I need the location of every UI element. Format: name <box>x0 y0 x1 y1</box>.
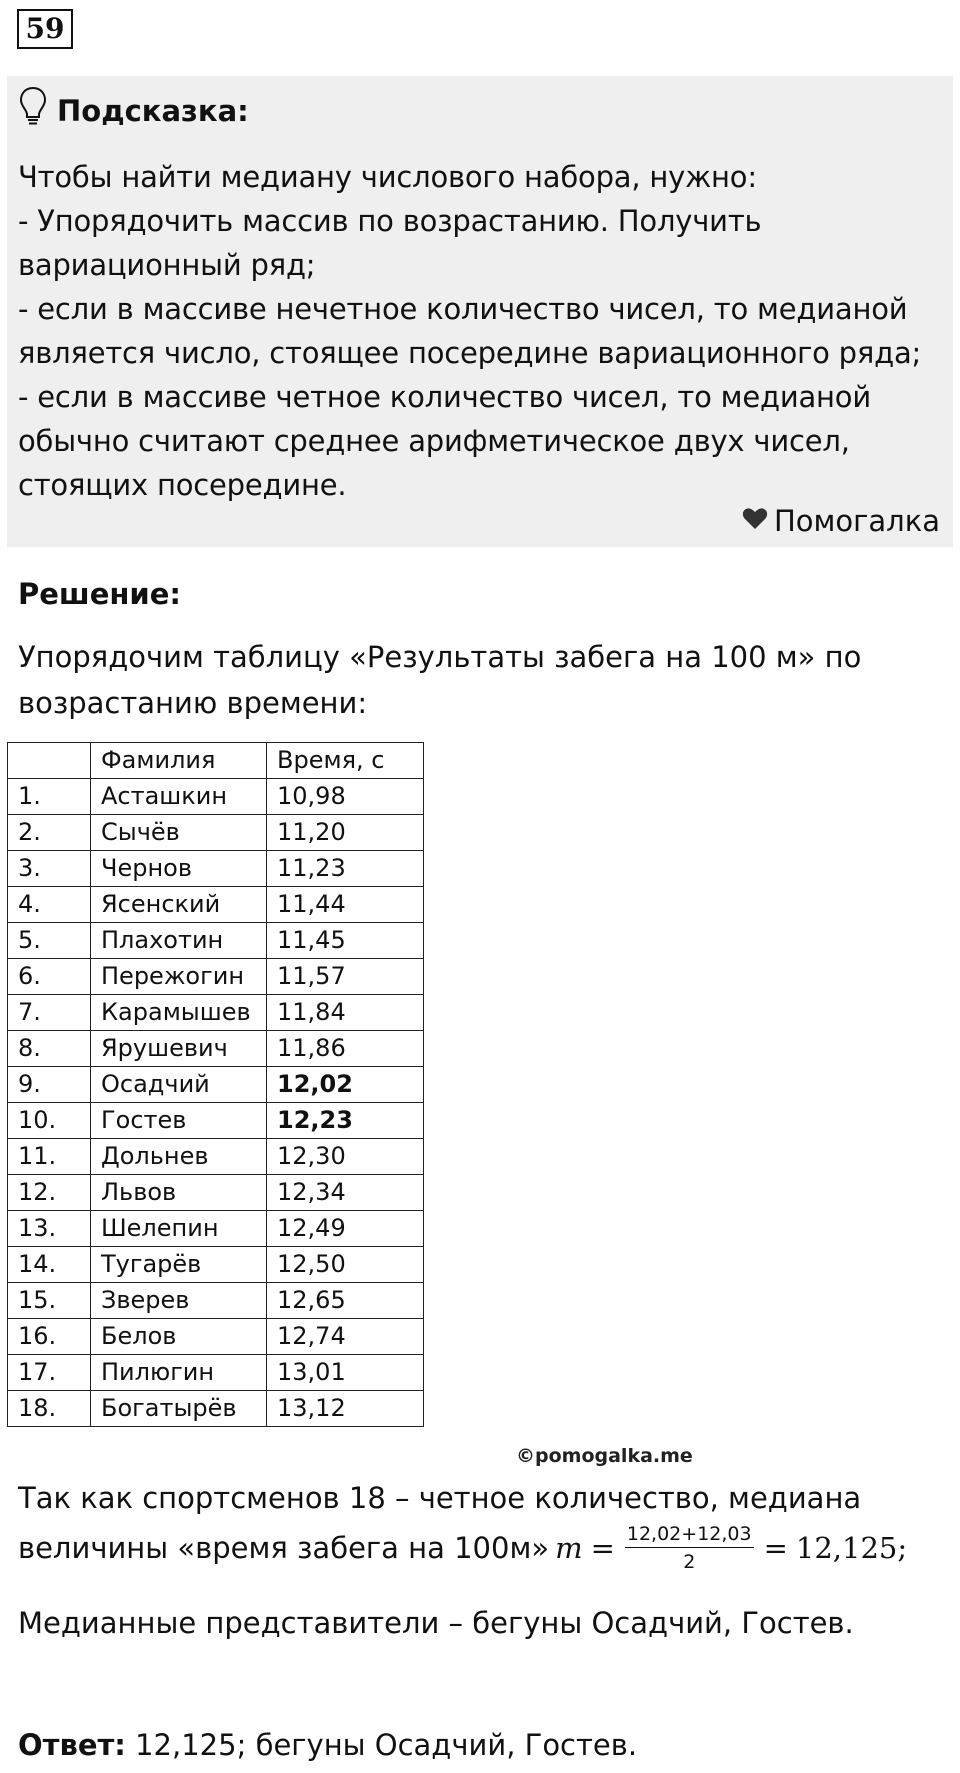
cell-time: 11,44 <box>267 887 424 923</box>
cell-number: 6. <box>8 959 91 995</box>
task-number: 59 <box>17 9 73 49</box>
median-fraction <box>625 1523 754 1573</box>
cell-time: 12,23 <box>267 1103 424 1139</box>
header-surname: Фамилия <box>91 743 267 779</box>
hint-title: Подсказка: <box>57 94 249 128</box>
table-header-row <box>8 743 424 779</box>
cell-surname: Пилюгин <box>91 1355 267 1391</box>
hint-text: Чтобы найти медиану числового набора, нужно: - Упорядочить массив по возрастанию. Получить вариационный ряд; - если в массиве нечетное количество чисел, то медианой является число, стоящее посередине вариационного ряда; - если в массиве четное количество чисел, то медианой обычно считают среднее арифметическое двух чисел, стоящих посередине. <box>18 160 922 502</box>
cell-surname: Сычёв <box>91 815 267 851</box>
cell-time: 13,01 <box>267 1355 424 1391</box>
table-row <box>8 1283 424 1319</box>
cell-surname: Чернов <box>91 851 267 887</box>
table-row <box>8 815 424 851</box>
cell-time: 11,45 <box>267 923 424 959</box>
cell-number: 11. <box>8 1139 91 1175</box>
conclusion-line-1: Так как спортсменов 18 – четное количество, медиана <box>18 1481 862 1515</box>
cell-time: 12,02 <box>267 1067 424 1103</box>
header-time: Время, с <box>267 743 424 779</box>
watermark: ©pomogalka.me <box>516 1445 693 1467</box>
table-row <box>8 959 424 995</box>
cell-surname: Плахотин <box>91 923 267 959</box>
cell-surname: Белов <box>91 1319 267 1355</box>
cell-surname: Осадчий <box>91 1067 267 1103</box>
median-result: 12,125; <box>795 1531 908 1565</box>
cell-time: 11,57 <box>267 959 424 995</box>
cell-surname: Тугарёв <box>91 1247 267 1283</box>
table-row <box>8 923 424 959</box>
cell-number: 17. <box>8 1355 91 1391</box>
table-row <box>8 1175 424 1211</box>
cell-number: 1. <box>8 779 91 815</box>
cell-surname: Карамышев <box>91 995 267 1031</box>
lightbulb-icon <box>19 86 57 136</box>
cell-time: 12,30 <box>267 1139 424 1175</box>
cell-surname: Шелепин <box>91 1211 267 1247</box>
fraction-denominator: 2 <box>683 1551 696 1573</box>
cell-time: 11,86 <box>267 1031 424 1067</box>
hint-box <box>7 76 953 547</box>
answer <box>18 1725 637 1765</box>
cell-time: 12,34 <box>267 1175 424 1211</box>
table-row <box>8 1103 424 1139</box>
cell-number: 5. <box>8 923 91 959</box>
cell-surname: Ярушевич <box>91 1031 267 1067</box>
cell-time: 13,12 <box>267 1391 424 1427</box>
cell-surname: Львов <box>91 1175 267 1211</box>
cell-number: 10. <box>8 1103 91 1139</box>
table-row <box>8 1391 424 1427</box>
table-row <box>8 887 424 923</box>
cell-time: 11,20 <box>267 815 424 851</box>
table-row <box>8 1139 424 1175</box>
cell-surname: Гостев <box>91 1103 267 1139</box>
cell-surname: Ясенский <box>91 887 267 923</box>
table-row <box>8 1211 424 1247</box>
cell-number: 12. <box>8 1175 91 1211</box>
cell-number: 8. <box>8 1031 91 1067</box>
table-row <box>8 851 424 887</box>
cell-number: 4. <box>8 887 91 923</box>
table-row <box>8 779 424 815</box>
solution-intro: Упорядочим таблицу «Результаты забега на 100 м» по возрастанию времени: <box>18 640 862 720</box>
solution-label: Решение: <box>18 577 182 611</box>
cell-surname: Зверев <box>91 1283 267 1319</box>
cell-time: 10,98 <box>267 779 424 815</box>
cell-surname: Дольнев <box>91 1139 267 1175</box>
hint-header <box>19 86 249 136</box>
cell-number: 3. <box>8 851 91 887</box>
cell-number: 15. <box>8 1283 91 1319</box>
cell-time: 11,84 <box>267 995 424 1031</box>
table-row <box>8 995 424 1031</box>
cell-time: 11,23 <box>267 851 424 887</box>
cell-number: 2. <box>8 815 91 851</box>
cell-time: 12,50 <box>267 1247 424 1283</box>
table-row <box>8 1031 424 1067</box>
cell-number: 9. <box>8 1067 91 1103</box>
median-variable: m <box>555 1531 583 1565</box>
equals-sign: = <box>590 1531 615 1565</box>
cell-number: 14. <box>8 1247 91 1283</box>
cell-time: 12,74 <box>267 1319 424 1355</box>
brand-name: Помогалка <box>774 504 940 538</box>
table-row <box>8 1247 424 1283</box>
cell-number: 18. <box>8 1391 91 1427</box>
cell-time: 12,49 <box>267 1211 424 1247</box>
cell-surname: Пережогин <box>91 959 267 995</box>
cell-number: 16. <box>8 1319 91 1355</box>
fraction-numerator: 12,02+12,03 <box>625 1523 754 1548</box>
conclusion-line-2-text: величины «время забега на 100м» <box>18 1531 550 1565</box>
answer-label: Ответ: <box>18 1728 126 1762</box>
cell-number: 13. <box>8 1211 91 1247</box>
answer-text: 12,125; бегуны Осадчий, Гостев. <box>135 1728 638 1762</box>
cell-surname: Богатырёв <box>91 1391 267 1427</box>
cell-time: 12,65 <box>267 1283 424 1319</box>
conclusion-line-2 <box>18 1523 907 1573</box>
brand-link[interactable] <box>742 503 940 539</box>
table-row <box>8 1067 424 1103</box>
table-row <box>8 1319 424 1355</box>
heart-icon <box>742 503 774 539</box>
table-row <box>8 1355 424 1391</box>
equals-sign-2: = <box>763 1531 788 1565</box>
results-table <box>7 742 424 1427</box>
conclusion-line-3: Медианные представители – бегуны Осадчий, Гостев. <box>18 1606 854 1640</box>
cell-number: 7. <box>8 995 91 1031</box>
header-number <box>8 743 91 779</box>
cell-surname: Асташкин <box>91 779 267 815</box>
